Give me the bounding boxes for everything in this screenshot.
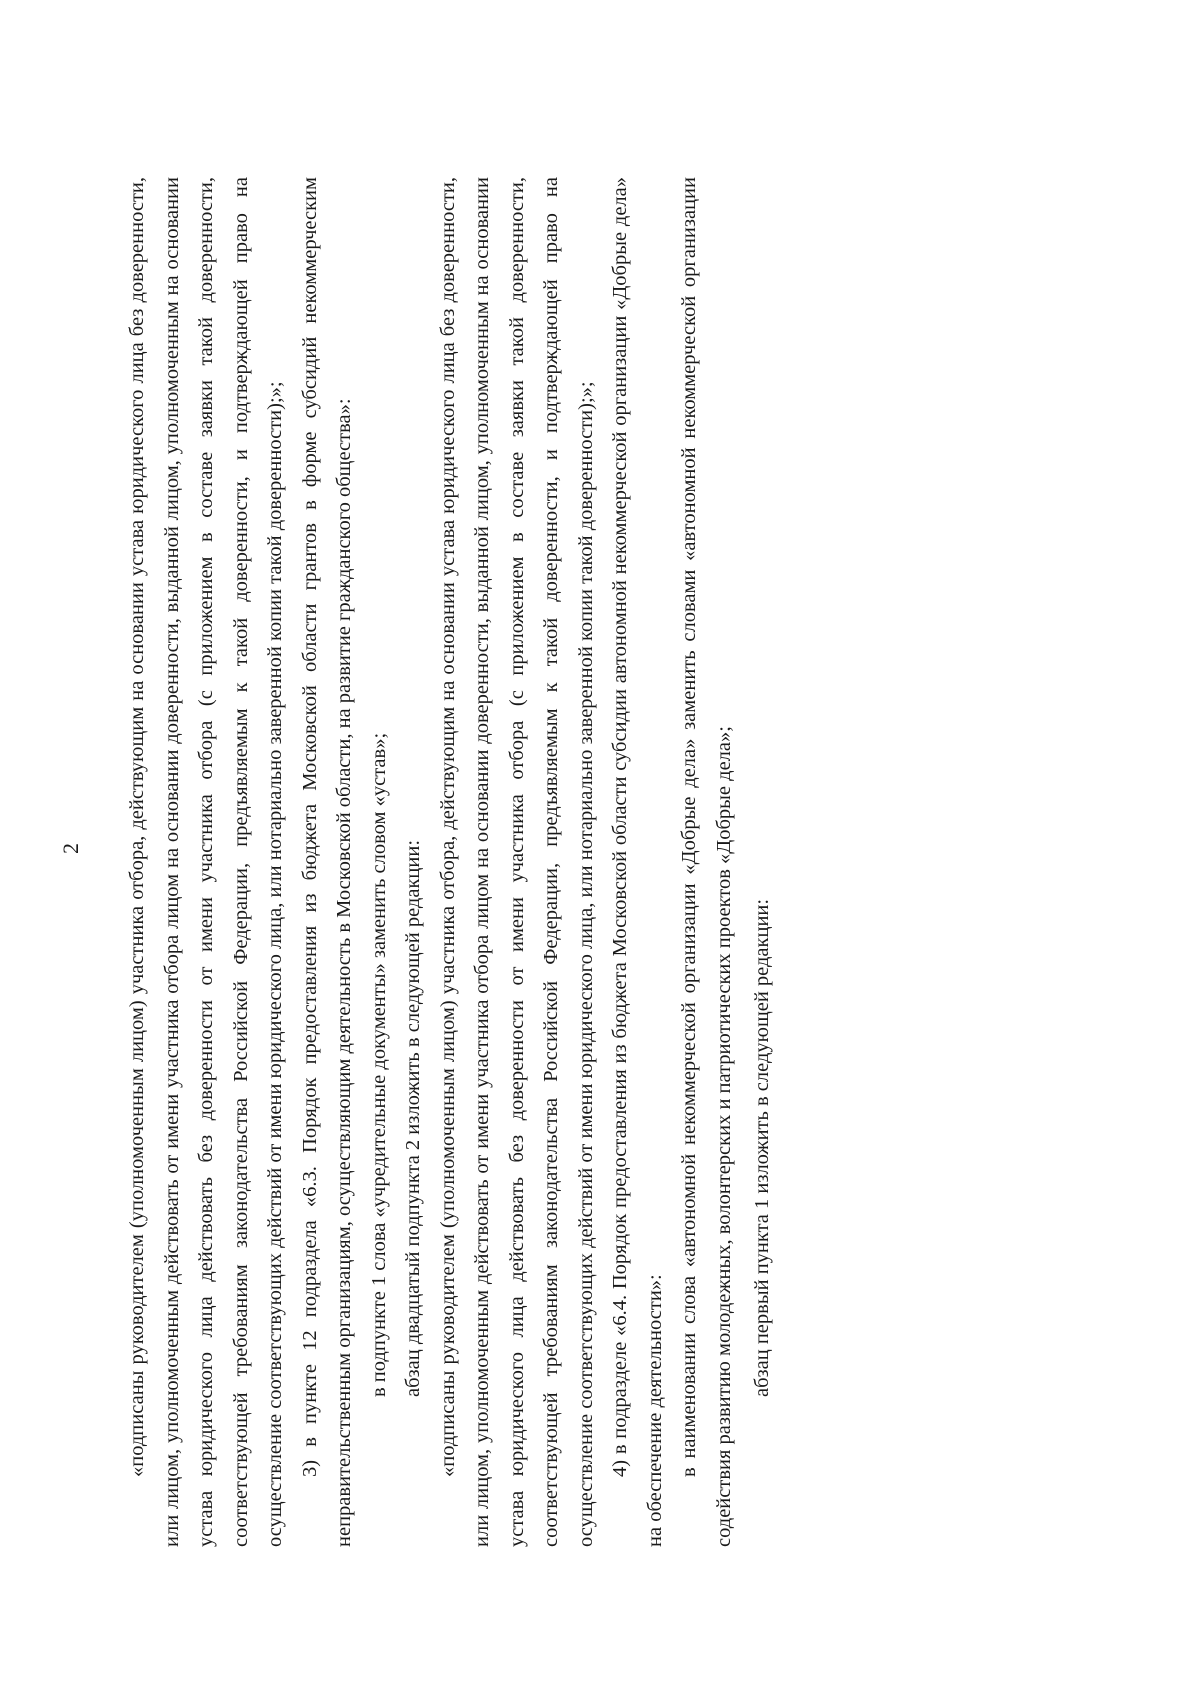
paragraph-item-3: 3) в пункте 12 подраздела «6.3. Порядок предоставления из бюджета Московской области грантов в форме субсидий некоммерческим неправительственным организациям, осуществляющим деятельность в Московской области, на развитие гражданского общества»: xyxy=(298,177,355,1547)
paragraph-subitem-1-replace: в подпункте 1 слова «учредительные документы» заменить словом «устав»; xyxy=(367,732,390,1397)
paragraph-signature-requirements: «подписаны руководителем (уполномоченным лицом) участника отбора, действующим на основании устава юридического лица без доверенности, или лицом, уполномоченным действовать от имени участника отбора лицом на основании доверенности, выданной лицом, уполномоченным на основании устава юридического лица действовать без доверенности от имени участника отбора (с приложением в составе заявки такой доверенности, соответствующей требованиям законодательства Российской Федерации, предъявляемым к такой доверенности, и подтверждающей право на осуществление соответствующих действий от имени юридического лица, или нотариально заверенной копии такой доверенности);»; xyxy=(126,177,286,1547)
paragraph-title-replace: в наименовании слова «автономной некоммерческой организации «Добрые дела» заменить словами «автономной некоммерческой организации содействия развитию молодежных, волонтерских и патриотических проектов «Добрые дела»; xyxy=(678,177,735,1547)
paragraph-item-1-intro: абзац первый пункта 1 изложить в следующей редакции: xyxy=(751,898,773,1397)
paragraph-item-4: 4) в подразделе «6.4. Порядок предоставления из бюджета Московской области субсидии автономной некоммерческой организации «Добрые дела» на обеспечение деятельности»: xyxy=(609,177,666,1547)
paragraph-signature-requirements-new: «подписаны руководителем (уполномоченным лицом) участника отбора, действующим на основании устава юридического лица без доверенности, или лицом, уполномоченным действовать от имени участника отбора лицом на основании доверенности, выданной лицом, уполномоченным на основании устава юридического лица действовать без доверенности от имени участника отбора (с приложением в составе заявки такой доверенности, соответствующей требованиям законодательства Российской Федерации, предъявляемым к такой доверенности, и подтверждающей право на осуществление соответствующих действий от имени юридического лица, или нотариально заверенной копии такой доверенности);»; xyxy=(436,177,597,1547)
page-number: 2 xyxy=(58,843,83,854)
paragraph-subitem-2-intro: абзац двадцатый подпункта 2 изложить в следующей редакции: xyxy=(402,839,424,1397)
document-body xyxy=(120,177,780,1547)
